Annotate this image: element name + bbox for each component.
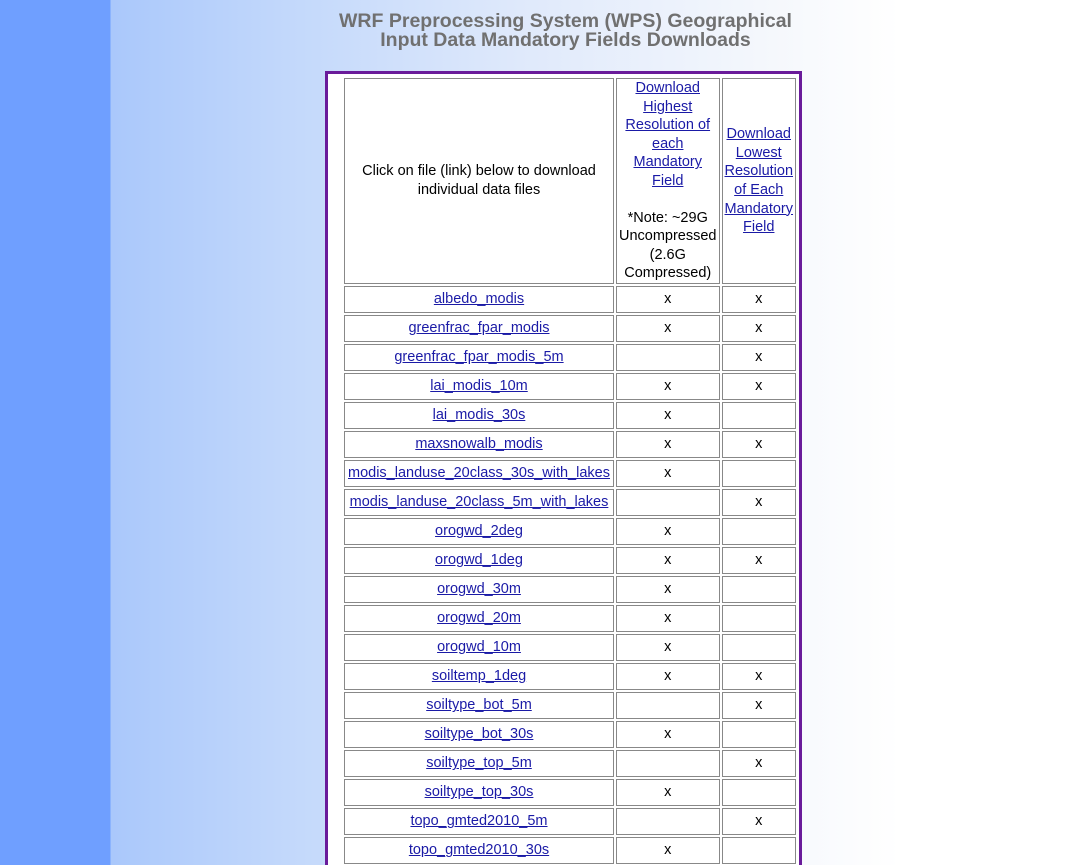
file-name-cell	[344, 779, 614, 806]
lowest-resolution-mark: x	[722, 373, 797, 400]
table-row	[344, 489, 796, 516]
table-row	[344, 286, 796, 313]
highest-resolution-header	[616, 78, 720, 284]
file-name-cell	[344, 431, 614, 458]
file-download-link[interactable]: topo_gmted2010_5m	[410, 813, 548, 830]
lowest-resolution-mark: x	[722, 431, 797, 458]
highest-resolution-mark: x	[616, 460, 720, 487]
file-download-link[interactable]: topo_gmted2010_30s	[408, 842, 550, 859]
table-row	[344, 576, 796, 603]
highest-resolution-mark: x	[616, 663, 720, 690]
file-download-link[interactable]: lai_modis_30s	[432, 407, 526, 424]
file-name-cell	[344, 489, 614, 516]
file-name-cell	[344, 286, 614, 313]
lowest-resolution-mark	[722, 779, 797, 806]
highest-resolution-mark	[616, 750, 720, 777]
table-row	[344, 721, 796, 748]
file-name-cell	[344, 344, 614, 371]
downloads-table	[342, 76, 798, 865]
file-name-cell	[344, 837, 614, 864]
file-name-cell	[344, 663, 614, 690]
file-download-link[interactable]: albedo_modis	[433, 291, 525, 308]
file-name-cell	[344, 402, 614, 429]
table-row	[344, 460, 796, 487]
file-name-cell	[344, 605, 614, 632]
lowest-resolution-mark: x	[722, 315, 797, 342]
highest-resolution-mark: x	[616, 779, 720, 806]
lowest-resolution-mark	[722, 721, 797, 748]
file-name-cell	[344, 518, 614, 545]
table-row	[344, 692, 796, 719]
file-name-cell	[344, 460, 614, 487]
file-download-link[interactable]: greenfrac_fpar_modis_5m	[394, 349, 564, 366]
highest-resolution-mark: x	[616, 286, 720, 313]
table-row	[344, 837, 796, 864]
file-download-link[interactable]: maxsnowalb_modis	[415, 436, 543, 453]
file-name-cell	[344, 576, 614, 603]
table-row	[344, 431, 796, 458]
file-download-link[interactable]: soiltype_bot_5m	[426, 697, 532, 714]
file-download-link[interactable]: orogwd_2deg	[435, 523, 523, 540]
file-download-link[interactable]: orogwd_1deg	[435, 552, 523, 569]
highest-resolution-mark: x	[616, 431, 720, 458]
highest-resolution-mark	[616, 692, 720, 719]
table-row	[344, 750, 796, 777]
highest-resolution-mark: x	[616, 634, 720, 661]
file-name-cell	[344, 750, 614, 777]
highest-resolution-mark: x	[616, 576, 720, 603]
table-row	[344, 779, 796, 806]
file-name-cell	[344, 547, 614, 574]
lowest-resolution-mark	[722, 576, 797, 603]
lowest-resolution-mark	[722, 837, 797, 864]
instruction-text: Click on file (link) below to download individual data files	[362, 163, 596, 198]
lowest-resolution-mark: x	[722, 489, 797, 516]
table-row	[344, 808, 796, 835]
table-row	[344, 605, 796, 632]
highest-resolution-mark: x	[616, 315, 720, 342]
page-title	[0, 12, 1072, 50]
lowest-resolution-mark: x	[722, 663, 797, 690]
highest-resolution-mark	[616, 489, 720, 516]
lowest-resolution-mark	[722, 634, 797, 661]
file-download-link[interactable]: greenfrac_fpar_modis	[408, 320, 550, 337]
table-row	[344, 518, 796, 545]
file-name-cell	[344, 634, 614, 661]
lowest-resolution-mark: x	[722, 344, 797, 371]
lowest-resolution-mark	[722, 460, 797, 487]
page-title-line1: WRF Preprocessing System (WPS) Geographical	[339, 10, 792, 32]
lowest-resolution-mark	[722, 605, 797, 632]
file-download-link[interactable]: soiltemp_1deg	[431, 668, 527, 685]
table-header-row	[344, 78, 796, 284]
highest-resolution-mark	[616, 808, 720, 835]
page-title-line2: Input Data Mandatory Fields Downloads	[380, 29, 751, 51]
highest-resolution-mark	[616, 344, 720, 371]
table-row	[344, 373, 796, 400]
highest-resolution-mark: x	[616, 721, 720, 748]
lowest-resolution-mark: x	[722, 286, 797, 313]
file-download-link[interactable]: orogwd_10m	[437, 639, 521, 656]
file-download-link[interactable]: lai_modis_10m	[430, 378, 528, 395]
lowest-resolution-mark: x	[722, 547, 797, 574]
instruction-cell	[344, 78, 614, 284]
file-download-link[interactable]: orogwd_30m	[437, 581, 521, 598]
file-name-cell	[344, 808, 614, 835]
size-note: *Note: ~29G Uncompressed (2.6G Compressed)	[618, 209, 717, 282]
lowest-resolution-mark: x	[722, 808, 797, 835]
file-name-cell	[344, 721, 614, 748]
file-download-link[interactable]: orogwd_20m	[437, 610, 521, 627]
lowest-resolution-mark: x	[722, 692, 797, 719]
downloads-table-frame	[325, 71, 802, 865]
download-highest-link[interactable]: Download Highest Resolution of each Mandatory Field	[625, 80, 711, 189]
download-lowest-link[interactable]: Download Lowest Resolution of Each Mandatory Field	[724, 126, 794, 236]
table-row	[344, 634, 796, 661]
lowest-resolution-header	[722, 78, 797, 284]
file-download-link[interactable]: soiltype_top_5m	[426, 755, 532, 772]
file-name-cell	[344, 315, 614, 342]
highest-resolution-mark: x	[616, 402, 720, 429]
lowest-resolution-mark: x	[722, 750, 797, 777]
highest-resolution-mark: x	[616, 837, 720, 864]
file-name-cell	[344, 373, 614, 400]
table-row	[344, 547, 796, 574]
file-name-cell	[344, 692, 614, 719]
lowest-resolution-mark	[722, 518, 797, 545]
highest-resolution-mark: x	[616, 373, 720, 400]
table-row	[344, 402, 796, 429]
highest-resolution-mark: x	[616, 518, 720, 545]
table-row	[344, 344, 796, 371]
lowest-resolution-mark	[722, 402, 797, 429]
highest-resolution-mark: x	[616, 605, 720, 632]
file-download-link[interactable]: modis_landuse_20class_5m_with_lakes	[349, 494, 609, 511]
file-download-link[interactable]: soiltype_bot_30s	[424, 726, 534, 743]
table-row	[344, 663, 796, 690]
file-download-link[interactable]: modis_landuse_20class_30s_with_lakes	[348, 465, 610, 482]
highest-resolution-mark: x	[616, 547, 720, 574]
table-row	[344, 315, 796, 342]
file-download-link[interactable]: soiltype_top_30s	[424, 784, 534, 801]
